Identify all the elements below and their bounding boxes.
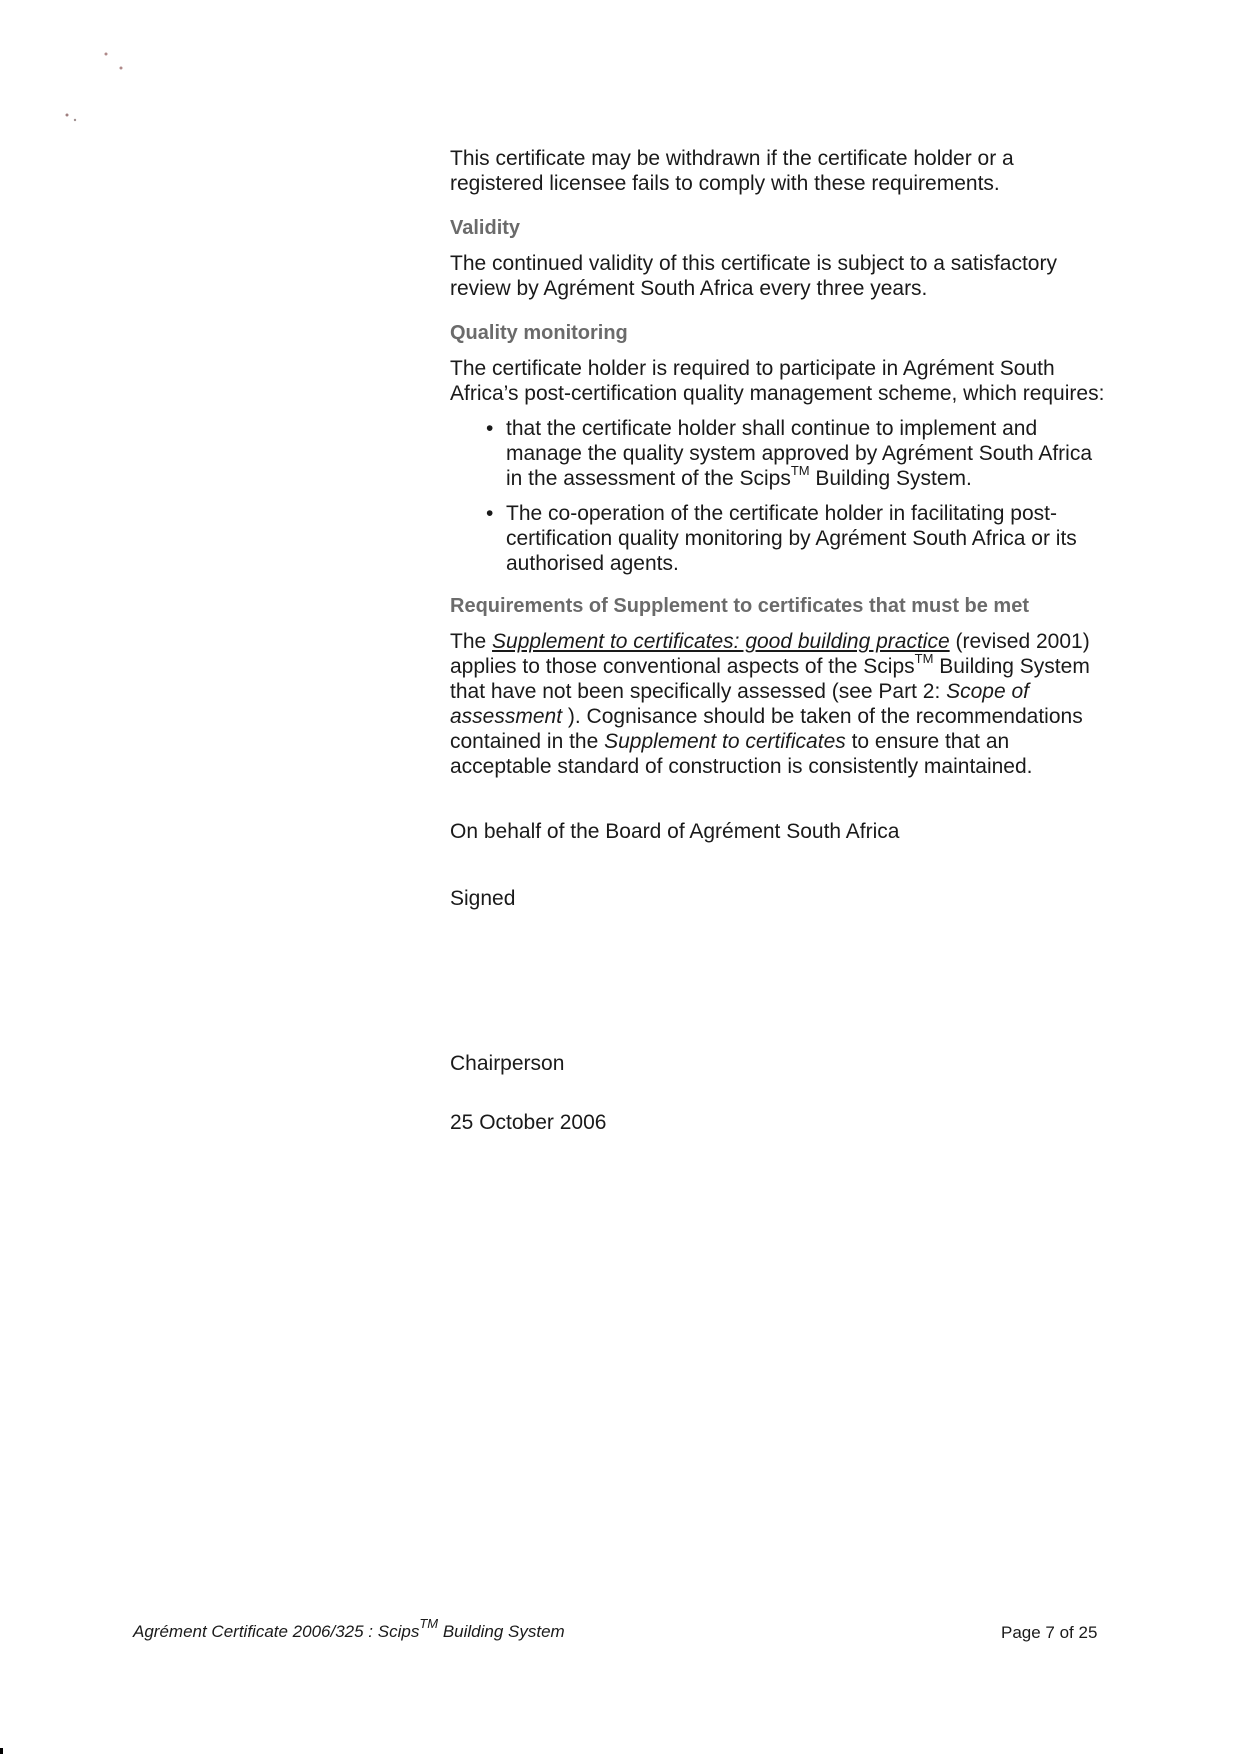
validity-paragraph: The continued validity of this certificate is subject to a satisfactory review by Agrément South Africa every three years. — [450, 252, 1057, 300]
signature-date: 25 October 2006 — [450, 1111, 607, 1134]
quality-requirements-list — [486, 416, 1105, 576]
requirements-paragraph: The Supplement to certificates: good building practice (revised 2001) applies to those conventional aspects of the Scips™ Building System that have not been specifically assessed (see Part 2: Scope of assessment ). Cognisance should be taken of the recommendations contained in the Supplement to certificates to ensure that an acceptable standard of construction is consistently maintained. — [450, 630, 1090, 778]
supplement-link[interactable]: Supplement to certificates: good building practice — [492, 630, 950, 653]
signatory-role: Chairperson — [450, 1052, 565, 1075]
trademark-mark: TM — [914, 651, 934, 666]
trademark-mark: TM — [790, 463, 810, 478]
footer-page-number: Page 7 of 25 — [1001, 1623, 1098, 1642]
bullet-icon: • — [486, 417, 494, 440]
validity-heading: Validity — [450, 217, 521, 239]
quality-paragraph: The certificate holder is required to participate in Agrément South Africa’s post-certification quality management scheme, which requires: — [450, 357, 1105, 405]
withdrawal-paragraph: This certificate may be withdrawn if the certificate holder or a registered licensee fails to comply with these requirements. — [450, 147, 1014, 195]
quality-monitoring-heading: Quality monitoring — [450, 322, 628, 344]
list-item — [486, 501, 1105, 576]
bullet-text: Building System. — [809, 467, 972, 490]
footer-certificate-title: Agrément Certificate 2006/325 : Scips™ Building System — [133, 1616, 565, 1641]
bullet-text: The co-operation of the certificate holder in facilitating post-certification quality monitoring by Agrément South Africa or its authorised agents. — [506, 502, 1077, 575]
supplement-reference: Supplement to certificates — [604, 730, 846, 753]
bullet-icon: • — [486, 502, 494, 525]
scope-reference: Scope of assessment — [450, 680, 1030, 728]
requirements-heading: Requirements of Supplement to certificates that must be met — [450, 595, 1029, 617]
list-item — [486, 416, 1105, 491]
signed-label: Signed — [450, 887, 516, 910]
trademark-mark: TM — [419, 1616, 439, 1632]
certificate-body — [450, 146, 1105, 1135]
bullet-text: that the certificate holder shall continue to implement and manage the quality system approved by Agrément South Africa in the assessment of the Scips — [506, 417, 1093, 490]
on-behalf-line: On behalf of the Board of Agrément South Africa — [450, 820, 900, 843]
